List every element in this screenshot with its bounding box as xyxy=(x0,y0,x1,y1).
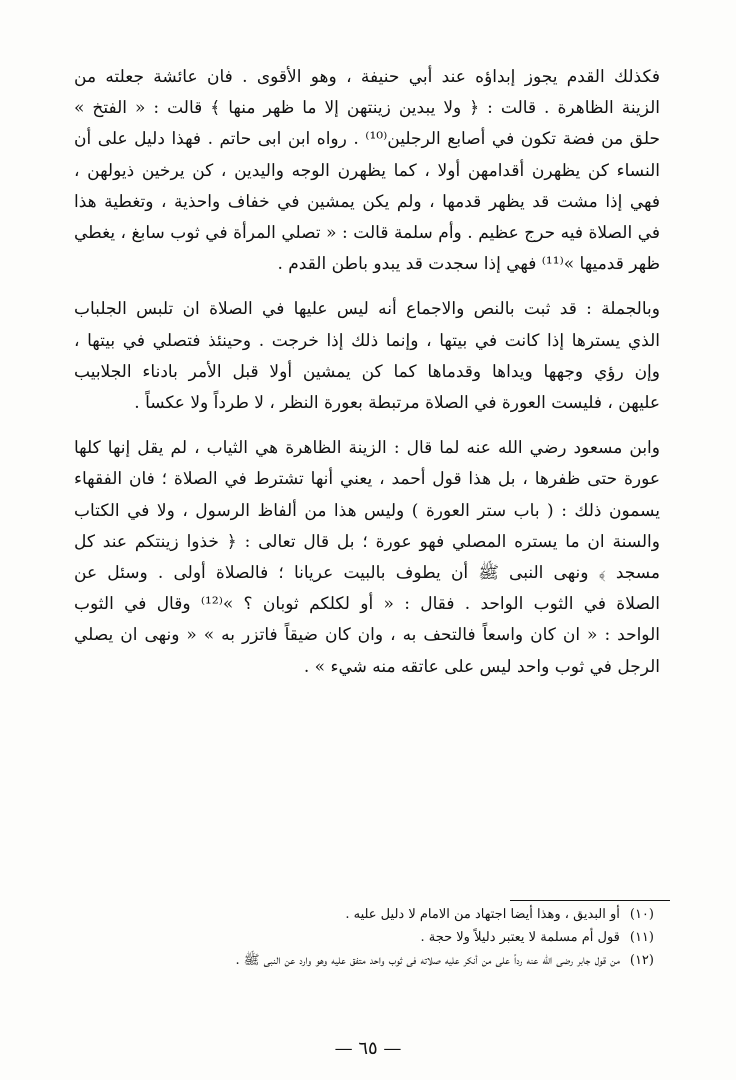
text-line: حلق من فضة تكون في أصابع الرجلين⁽¹⁰⁾ . رواه ابن ابى حاتم . فهذا دليل على أن xyxy=(74,129,660,150)
text-line: عورة حتى ظفرها ، بل هذا قول أحمد ، يعني أنها تشترط في الصلاة ؛ فان الفقهاء xyxy=(74,469,660,490)
text-line: ظهر قدميها »⁽¹¹⁾ فهي إذا سجدت قد يبدو باطن القدم . xyxy=(277,254,660,275)
text-line: الصلاة في الثوب الواحد . فقال : « أو لكلكم ثوبان ؟ »⁽¹²⁾ وقال في الثوب xyxy=(74,594,660,615)
text-line: مسجد ﴾ ونهى النبى ﷺ أن يطوف بالبيت عريانا ؛ فالصلاة أولى . وسئل عن xyxy=(74,563,660,584)
text-line: الزينة الظاهرة . قالت : ﴿ ولا يبدين زينتهن إلا ما ظهر منها ﴾ قالت : « الفتخ » xyxy=(74,98,660,119)
footnote-text: أو البديق ، وهذا أيضا اجتهاد من الامام لا دليل عليه . xyxy=(345,907,620,922)
paragraph-1 xyxy=(74,62,660,280)
footnote-item xyxy=(78,949,654,972)
text-line: وابن مسعود رضي الله عنه لما قال : الزينة الظاهرة هي الثياب ، لم يقل إنها كلها xyxy=(74,438,660,459)
footnote-text: قول أم مسلمة لا يعتبر دليلاً ولا حجة . xyxy=(420,930,620,945)
text-line: يسمون ذلك : ( باب ستر العورة ) وليس هذا من ألفاظ الرسول ، ولا في الكتاب xyxy=(74,500,660,521)
footnote-number: (١٢) xyxy=(629,953,654,968)
footnote-item xyxy=(78,903,654,926)
main-text xyxy=(74,62,660,683)
footnote-text: من قول جابر رضى الله عنه رداً على من أنكر عليه صلاته فى ثوب واحد متفق عليه وهو وارد عن النبى ﷺ . xyxy=(235,953,620,968)
text-line: الذي يسترها إذا كانت في بيتها ، وإنما ذلك إذا خرجت . وحينئذ فتصلي في بيتها ، xyxy=(74,330,660,351)
text-line: والسنة ان ما يستره المصلي فهو عورة ؛ بل قال تعالى : ﴿ خذوا زينتكم عند كل xyxy=(74,531,660,552)
paragraph-3 xyxy=(74,433,660,683)
footnotes xyxy=(78,903,654,972)
paragraph-2 xyxy=(74,294,660,419)
text-line: وبالجملة : قد ثبت بالنص والاجماع أنه ليس عليها في الصلاة ان تلبس الجلباب xyxy=(74,299,660,320)
text-line: وإن رؤي وجهها ويداها وقدماها كما كن يمشين أولا قبل الأمر بادناء الجلابيب xyxy=(74,361,660,382)
text-line: في الصلاة فيه حرج عظيم . وأم سلمة قالت : « تصلي المرأة في ثوب سابغ ، يغطي xyxy=(74,223,660,244)
text-line: عليهن ، فليست العورة في الصلاة مرتبطة بعورة النظر ، لا طرداً ولا عكساً . xyxy=(134,393,660,414)
footnote-number: (١١) xyxy=(629,930,654,945)
text-line: الواحد : « ان كان واسعاً فالتحف به ، وان كان ضيقاً فاتزر به » « ونهى ان يصلي xyxy=(74,625,660,646)
text-line: النساء كن يظهرن أقدامهن أولا ، كما يظهرن الوجه واليدين ، كن يرخين ذيولهن ، xyxy=(74,160,660,181)
text-line: الرجل في ثوب واحد ليس على عاتقه منه شيء » . xyxy=(303,656,660,677)
page-number: — ٦٥ — xyxy=(334,1038,402,1059)
footnote-divider xyxy=(510,900,670,901)
text-line: فكذلك القدم يجوز إبداؤه عند أبي حنيفة ، وهو الأقوى . فان عائشة جعلته من xyxy=(74,67,660,87)
footnote-number: (١٠) xyxy=(629,907,654,922)
text-line: فهي إذا مشت قد يظهر قدمها ، ولم يكن يمشين في خفاف واحذية ، وتغطية هذا xyxy=(74,191,660,212)
footnote-item xyxy=(78,926,654,949)
